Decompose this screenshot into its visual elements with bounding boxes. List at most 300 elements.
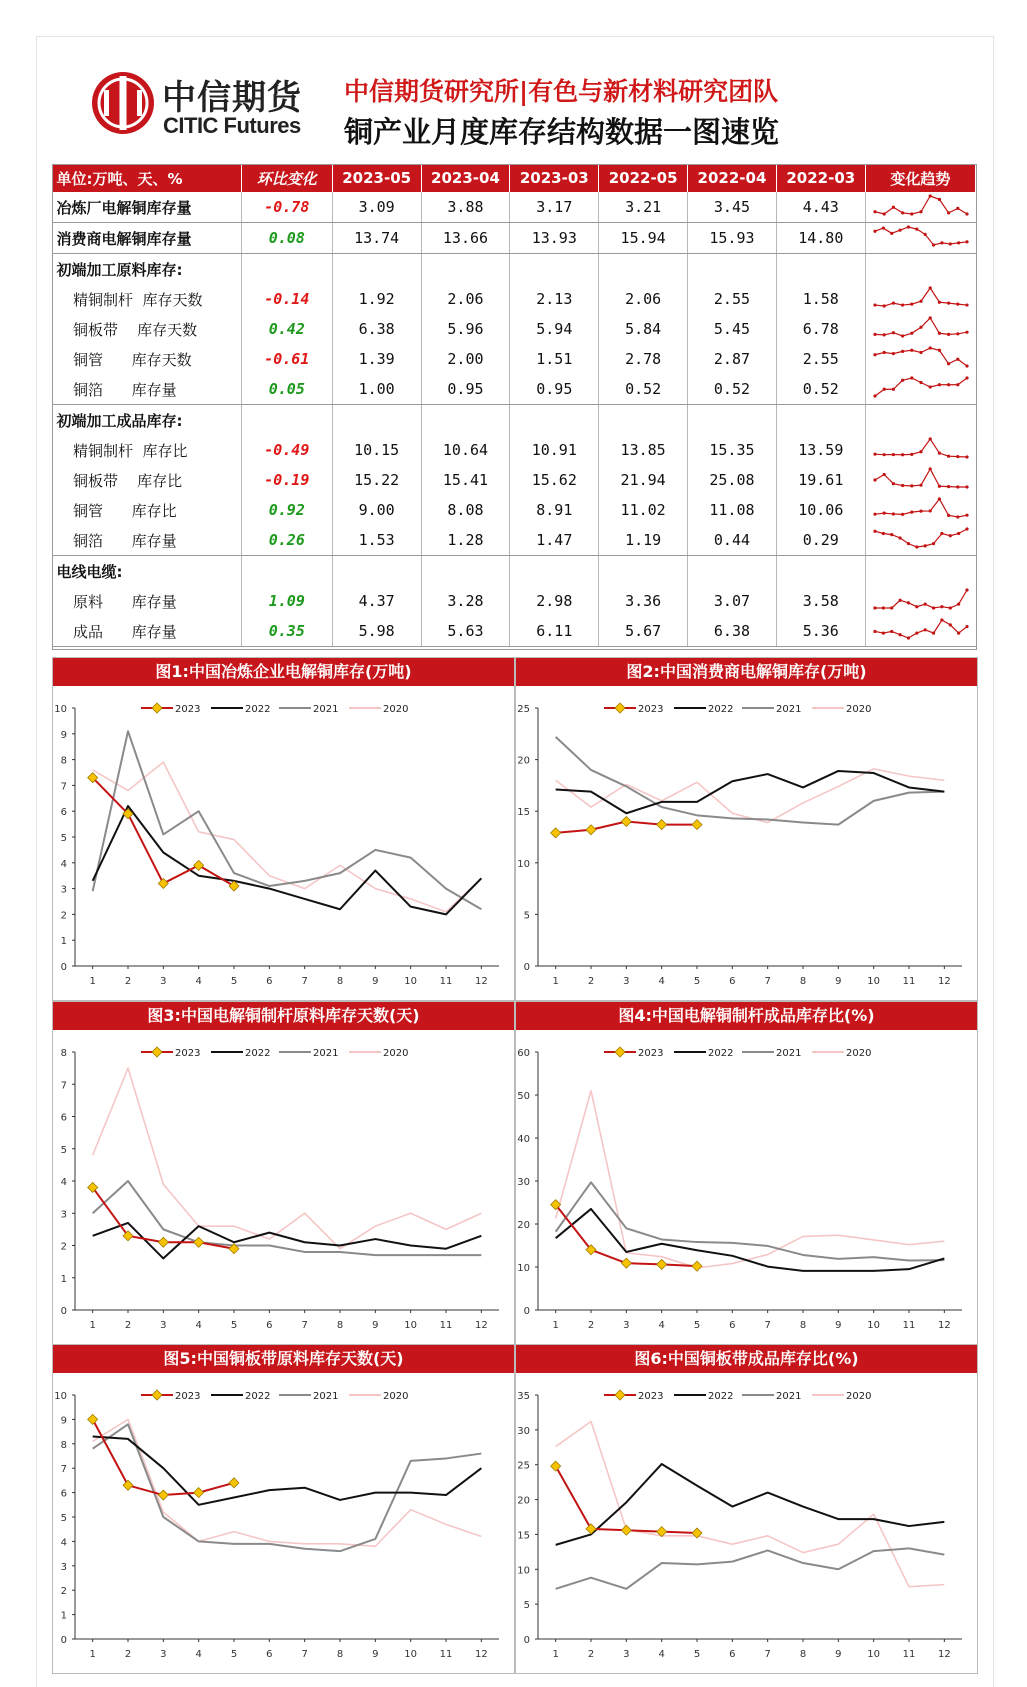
legend-label: 2020 [383, 704, 409, 715]
period-value: 0.95 [510, 374, 599, 405]
trend-line [875, 499, 967, 517]
table-row [53, 435, 976, 465]
data-point-2023 [158, 878, 168, 888]
header-trend: 变化趋势 [865, 164, 975, 192]
trend-point [901, 303, 904, 306]
row-label: 电线电缆: [56, 562, 123, 581]
series-line-2023 [556, 1466, 697, 1533]
x-tick-label: 10 [404, 1649, 418, 1660]
trend-line [875, 529, 967, 547]
period-value: 2.06 [421, 284, 510, 314]
series-line-2021 [93, 731, 482, 909]
trend-point [919, 210, 922, 213]
trend-point [891, 453, 894, 456]
trend-point [956, 485, 959, 488]
period-value: 5.36 [776, 616, 865, 647]
trend-point [947, 302, 950, 305]
trend-point [957, 532, 960, 535]
y-tick-label: 1 [60, 936, 67, 948]
y-tick-label: 8 [60, 755, 67, 767]
x-tick-label: 8 [799, 1649, 807, 1660]
y-tick-label: 20 [517, 1495, 530, 1507]
period-value: 11.02 [599, 495, 688, 525]
change-value: -0.19 [241, 465, 332, 495]
x-tick-label: 7 [301, 1320, 308, 1331]
table-row [53, 374, 976, 405]
trend-line [875, 378, 967, 396]
x-tick-label: 6 [729, 1320, 736, 1331]
row-sub-label: 铜板带 库存天数 [53, 314, 242, 344]
y-tick-label: 5 [523, 1600, 530, 1612]
period-value: 0.52 [688, 374, 777, 405]
trend-point [928, 194, 931, 197]
row-sub-label: 精铜制杆 库存天数 [53, 284, 242, 314]
legend-label: 2020 [846, 1048, 872, 1059]
x-tick-label: 11 [439, 976, 453, 987]
group-header-row [53, 405, 976, 436]
trend-point [956, 358, 959, 361]
period-value: 3.07 [688, 586, 777, 616]
legend-entry [812, 1391, 871, 1402]
x-tick-label: 7 [764, 1320, 771, 1331]
period-value: 2.55 [776, 344, 865, 374]
trend-point [891, 206, 894, 209]
legend-entry [211, 704, 270, 715]
period-value [688, 254, 777, 285]
period-value: 0.52 [599, 374, 688, 405]
x-tick-label: 7 [301, 1649, 308, 1660]
period-value: 13.59 [776, 435, 865, 465]
trend-point [873, 353, 876, 356]
y-tick-label: 30 [517, 1177, 530, 1188]
trend-point [910, 212, 913, 215]
row-label: 消费商电解铜库存量 [53, 223, 242, 254]
trend-point [890, 232, 893, 235]
legend-entry [349, 1048, 408, 1059]
x-tick-label: 5 [230, 976, 238, 987]
x-tick-label: 6 [729, 1649, 736, 1660]
data-point-2023 [88, 1414, 98, 1424]
inventory-summary-table [52, 164, 976, 647]
series-line-2022 [556, 1209, 945, 1271]
y-tick-label: 4 [60, 1537, 67, 1549]
period-value [599, 254, 688, 285]
period-value: 10.15 [332, 435, 421, 465]
trend-point [928, 316, 931, 319]
trend-cell [865, 374, 975, 405]
table-row [53, 525, 976, 556]
trend-sparkline [871, 495, 971, 521]
trend-point [891, 302, 894, 305]
row-sub-label: 原料 库存量 [53, 586, 242, 616]
legend-label: 2023 [638, 1048, 664, 1059]
period-value: 2.13 [510, 284, 599, 314]
trend-point [919, 300, 922, 303]
table-row [53, 314, 976, 344]
trend-point [965, 364, 968, 367]
y-tick-label: 3 [60, 1209, 67, 1221]
change-value: 0.05 [241, 374, 332, 405]
trend-point [947, 211, 950, 214]
legend-entry [742, 704, 801, 715]
change-value: 0.35 [241, 616, 332, 647]
header-period: 2023-05 [332, 164, 421, 192]
legend-marker [615, 1047, 625, 1057]
legend-marker [152, 1047, 162, 1057]
y-tick-label: 20 [517, 755, 530, 767]
table-row [53, 616, 976, 647]
x-tick-label: 4 [658, 1649, 665, 1660]
period-value: 15.35 [688, 435, 777, 465]
chart-panel-6 [515, 1344, 978, 1674]
chart-svg [516, 1030, 977, 1344]
period-value [510, 556, 599, 587]
legend-entry [604, 703, 663, 715]
trend-point [891, 482, 894, 485]
x-tick-label: 12 [937, 1649, 951, 1660]
trend-point [881, 606, 884, 609]
table-row [53, 465, 976, 495]
table-row [53, 586, 976, 616]
header-period: 2022-03 [776, 164, 865, 192]
y-tick-label: 4 [60, 858, 67, 870]
y-tick-label: 15 [517, 807, 530, 819]
legend-entry [349, 704, 408, 715]
trend-point [965, 485, 968, 488]
chart-title: 图6:中国铜板带成品库存比(%) [516, 1345, 977, 1373]
header-period: 2023-04 [421, 164, 510, 192]
x-tick-label: 11 [439, 1649, 453, 1660]
trend-point [881, 532, 884, 535]
trend-point [965, 303, 968, 306]
period-value [688, 556, 777, 587]
chart-panel-3 [52, 1001, 515, 1345]
period-value: 11.08 [688, 495, 777, 525]
legend-entry [812, 704, 871, 715]
trend-cell [865, 405, 975, 436]
period-value: 1.19 [599, 525, 688, 556]
y-tick-label: 10 [517, 1565, 530, 1577]
header-period: 2022-05 [599, 164, 688, 192]
group-header-row [53, 254, 976, 285]
x-tick-label: 12 [937, 976, 951, 987]
legend-marker [152, 703, 162, 713]
trend-point [882, 512, 885, 515]
period-value: 6.78 [776, 314, 865, 344]
x-tick-label: 10 [867, 976, 881, 987]
period-value: 8.08 [421, 495, 510, 525]
chart-panel-5 [52, 1344, 515, 1674]
data-point-2023 [551, 828, 561, 838]
y-tick-label: 4 [60, 1177, 67, 1188]
y-tick-label: 0 [523, 1635, 530, 1646]
legend-label: 2021 [776, 704, 802, 715]
x-tick-label: 3 [160, 1649, 167, 1660]
legend-label: 2021 [313, 704, 339, 715]
trend-line [875, 590, 967, 608]
trend-point [923, 544, 926, 547]
change-value [241, 405, 332, 436]
data-point-2023 [692, 1261, 702, 1271]
trend-point [937, 452, 940, 455]
period-value: 1.58 [776, 284, 865, 314]
legend-label: 2020 [846, 704, 872, 715]
y-tick-label: 9 [60, 729, 67, 741]
y-tick-label: 5 [60, 1144, 67, 1156]
x-tick-label: 5 [693, 1649, 701, 1660]
row-label: 冶炼厂电解铜库存量 [53, 192, 242, 223]
change-value: -0.49 [241, 435, 332, 465]
y-tick-label: 5 [60, 1513, 67, 1524]
trend-point [881, 226, 884, 229]
chart-svg [53, 686, 514, 1000]
trend-point [928, 346, 931, 349]
x-tick-label: 3 [160, 1320, 167, 1331]
period-value [510, 254, 599, 285]
x-tick-label: 3 [623, 976, 630, 987]
trend-point [928, 509, 931, 512]
x-tick-label: 3 [623, 1649, 630, 1660]
y-tick-label: 25 [517, 1460, 530, 1472]
x-tick-label: 12 [937, 1320, 951, 1331]
x-tick-label: 10 [867, 1649, 881, 1660]
trend-cell [865, 192, 975, 223]
data-point-2023 [158, 1490, 168, 1500]
y-tick-label: 15 [517, 1530, 530, 1542]
x-tick-label: 9 [372, 976, 379, 987]
trend-point [957, 603, 960, 606]
period-value [510, 405, 599, 436]
period-value: 0.44 [688, 525, 777, 556]
trend-point [891, 352, 894, 355]
trend-sparkline [871, 314, 971, 340]
x-tick-label: 11 [902, 976, 916, 987]
trend-cell [865, 435, 975, 465]
x-tick-label: 5 [230, 1649, 238, 1660]
y-tick-label: 7 [60, 781, 67, 793]
chart-title: 图4:中国电解铜制杆成品库存比(%) [516, 1002, 977, 1030]
legend-label: 2022 [708, 1048, 734, 1059]
trend-line [875, 288, 967, 306]
trend-point [932, 542, 935, 545]
period-value: 13.93 [510, 223, 599, 254]
period-value: 5.67 [599, 616, 688, 647]
trend-cell [865, 344, 975, 374]
x-tick-label: 9 [835, 1320, 842, 1331]
trend-cell [865, 254, 975, 285]
legend-entry [211, 1391, 270, 1402]
trend-sparkline [871, 192, 971, 218]
trend-point [947, 455, 950, 458]
trend-point [956, 383, 959, 386]
trend-line [875, 227, 967, 245]
x-tick-label: 11 [902, 1320, 916, 1331]
y-tick-label: 50 [517, 1091, 530, 1102]
trend-cell [865, 465, 975, 495]
trend-point [901, 513, 904, 516]
trend-sparkline [871, 344, 971, 370]
period-value: 4.37 [332, 586, 421, 616]
group-header-row [53, 556, 976, 587]
data-point-2023 [194, 1237, 204, 1247]
period-value: 2.98 [510, 586, 599, 616]
y-tick-label: 0 [523, 962, 530, 973]
period-value [776, 556, 865, 587]
trend-point [937, 349, 940, 352]
legend-entry [279, 1048, 338, 1059]
y-tick-label: 10 [517, 1263, 530, 1274]
trend-cell [865, 525, 975, 556]
period-value: 3.28 [421, 586, 510, 616]
trend-point [919, 450, 922, 453]
period-value: 3.88 [421, 192, 510, 223]
legend-entry [604, 1390, 663, 1402]
data-point-2023 [657, 1259, 667, 1269]
period-value: 1.28 [421, 525, 510, 556]
trend-point [890, 630, 893, 633]
y-tick-label: 8 [60, 1439, 67, 1451]
trend-point [965, 588, 968, 591]
trend-point [873, 530, 876, 533]
trend-point [947, 383, 950, 386]
trend-line [875, 439, 967, 457]
change-value: 0.42 [241, 314, 332, 344]
x-tick-label: 7 [764, 976, 771, 987]
period-value [599, 556, 688, 587]
trend-point [915, 228, 918, 231]
y-tick-label: 0 [60, 1306, 67, 1317]
trend-point [948, 623, 951, 626]
trend-point [965, 514, 968, 517]
x-tick-label: 2 [587, 976, 595, 987]
row-sub-label: 铜箔 库存量 [53, 374, 242, 405]
y-tick-label: 30 [517, 1425, 530, 1437]
x-tick-label: 7 [764, 1649, 771, 1660]
period-value: 5.94 [510, 314, 599, 344]
trend-point [915, 631, 918, 634]
x-tick-label: 11 [439, 1320, 453, 1331]
x-tick-label: 12 [474, 1649, 488, 1660]
period-value: 0.95 [421, 374, 510, 405]
legend-entry [812, 1048, 871, 1059]
trend-point [898, 229, 901, 232]
trend-point [965, 455, 968, 458]
period-value: 2.00 [421, 344, 510, 374]
row-label: 初端加工原料库存: [56, 260, 183, 279]
trend-point [873, 230, 876, 233]
period-value: 15.41 [421, 465, 510, 495]
trend-line [875, 348, 967, 366]
period-value [776, 254, 865, 285]
trend-point [898, 536, 901, 539]
period-value [599, 405, 688, 436]
trend-point [898, 633, 901, 636]
trend-point [873, 303, 876, 306]
trend-point [940, 618, 943, 621]
x-tick-label: 12 [474, 1320, 488, 1331]
trend-point [910, 332, 913, 335]
change-value: -0.14 [241, 284, 332, 314]
x-tick-label: 1 [89, 976, 96, 987]
table-row [53, 284, 976, 314]
x-tick-label: 6 [729, 976, 736, 987]
period-value: 5.98 [332, 616, 421, 647]
data-point-2023 [657, 820, 667, 830]
change-value: 1.09 [241, 586, 332, 616]
trend-cell [865, 223, 975, 254]
series-line-2021 [556, 737, 945, 825]
data-point-2023 [229, 1478, 239, 1488]
period-value: 0.29 [776, 525, 865, 556]
trend-point [873, 606, 876, 609]
trend-point [910, 349, 913, 352]
period-value: 10.64 [421, 435, 510, 465]
trend-point [965, 240, 968, 243]
x-tick-label: 10 [404, 976, 418, 987]
table-header-row [53, 164, 976, 192]
x-tick-label: 10 [404, 1320, 418, 1331]
trend-point [906, 542, 909, 545]
period-value [421, 405, 510, 436]
period-value: 13.74 [332, 223, 421, 254]
period-value: 1.53 [332, 525, 421, 556]
period-value: 21.94 [599, 465, 688, 495]
chart-svg [53, 1030, 514, 1344]
legend-label: 2022 [245, 704, 271, 715]
x-tick-label: 4 [658, 1320, 665, 1331]
trend-point [940, 605, 943, 608]
row-sub-label: 铜板带 库存比 [53, 465, 242, 495]
period-value: 1.92 [332, 284, 421, 314]
period-value: 3.09 [332, 192, 421, 223]
trend-sparkline [871, 223, 971, 249]
change-value: 0.08 [241, 223, 332, 254]
trend-point [910, 484, 913, 487]
trend-point [919, 381, 922, 384]
chart-svg [516, 686, 977, 1000]
trend-cell [865, 586, 975, 616]
legend-label: 2023 [638, 704, 664, 715]
chart-panel-1 [52, 657, 515, 1001]
row-sub-label: 成品 库存量 [53, 616, 242, 647]
legend-entry [141, 1390, 200, 1402]
x-tick-label: 1 [552, 976, 559, 987]
y-tick-label: 0 [523, 1306, 530, 1317]
y-tick-label: 8 [60, 1048, 67, 1059]
period-value [332, 254, 421, 285]
legend-label: 2021 [776, 1048, 802, 1059]
change-value: -0.78 [241, 192, 332, 223]
period-value: 15.22 [332, 465, 421, 495]
trend-point [947, 333, 950, 336]
table-row [53, 223, 976, 254]
trend-point [940, 532, 943, 535]
report-subtitle: 中信期货研究所|有色与新材料研究团队 [344, 77, 779, 106]
legend-marker [615, 1390, 625, 1400]
period-value: 3.36 [599, 586, 688, 616]
data-point-2023 [551, 1461, 561, 1471]
row-label: 初端加工成品库存: [56, 411, 183, 430]
x-tick-label: 9 [372, 1320, 379, 1331]
table-row [53, 192, 976, 223]
y-tick-label: 1 [60, 1273, 67, 1285]
x-tick-label: 2 [587, 1649, 595, 1660]
period-value: 1.47 [510, 525, 599, 556]
chart-title: 图2:中国消费商电解铜库存(万吨) [516, 658, 977, 686]
chart-title: 图1:中国冶炼企业电解铜库存(万吨) [53, 658, 514, 686]
trend-point [948, 534, 951, 537]
trend-point [901, 379, 904, 382]
